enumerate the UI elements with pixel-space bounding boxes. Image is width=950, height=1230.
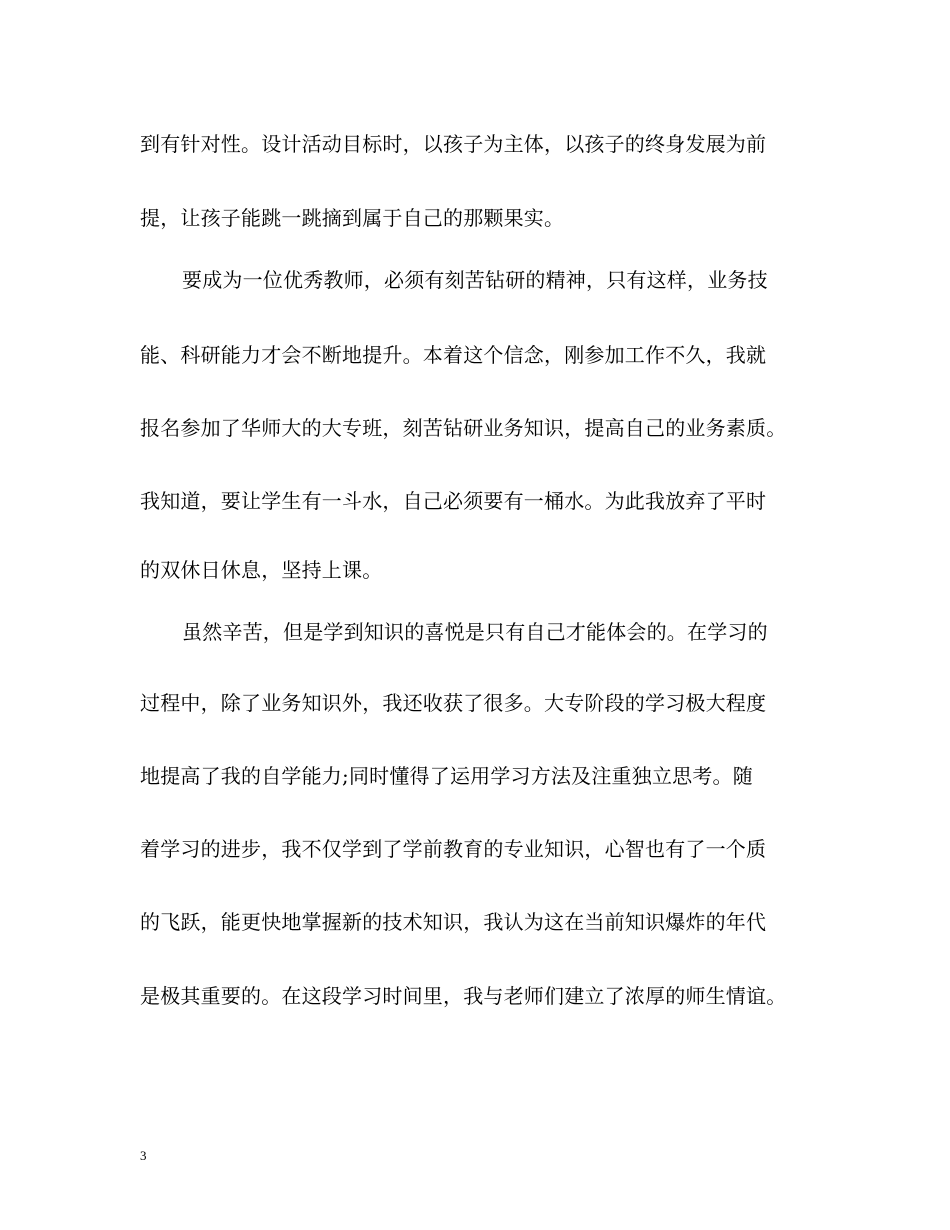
paragraph-start-line: 要成为一位优秀教师，必须有刻苦钻研的精神，只有这样，业务技 — [182, 268, 768, 292]
text-line: 提，让孩子能跳一跳摘到属于自己的那颗果实。 — [140, 206, 565, 230]
text-line: 报名参加了华师大的大专班，刻苦钻研业务知识，提高自己的业务素质。 — [140, 416, 787, 440]
text-line: 我知道，要让学生有一斗水，自己必须要有一桶水。为此我放弃了平时 — [140, 489, 767, 513]
text-line: 地提高了我的自学能力;同时懂得了运用学习方法及注重独立思考。随 — [140, 764, 753, 788]
text-line: 的飞跃，能更快地掌握新的技术知识，我认为这在当前知识爆炸的年代 — [140, 910, 767, 934]
text-line: 是极其重要的。在这段学习时间里，我与老师们建立了浓厚的师生情谊。 — [140, 984, 787, 1008]
page-number: 3 — [140, 1148, 147, 1163]
text-line: 能、科研能力才会不断地提升。本着这个信念，刚参加工作不久，我就 — [140, 343, 767, 367]
text-line: 着学习的进步，我不仅学到了学前教育的专业知识，心智也有了一个质 — [140, 837, 767, 861]
text-line: 过程中，除了业务知识外，我还收获了很多。大专阶段的学习极大程度 — [140, 691, 767, 715]
paragraph-start-line: 虽然辛苦，但是学到知识的喜悦是只有自己才能体会的。在学习的 — [182, 620, 768, 644]
text-line: 到有针对性。设计活动目标时，以孩子为主体，以孩子的终身发展为前 — [140, 132, 767, 156]
text-line: 的双休日休息，坚持上课。 — [140, 558, 383, 582]
